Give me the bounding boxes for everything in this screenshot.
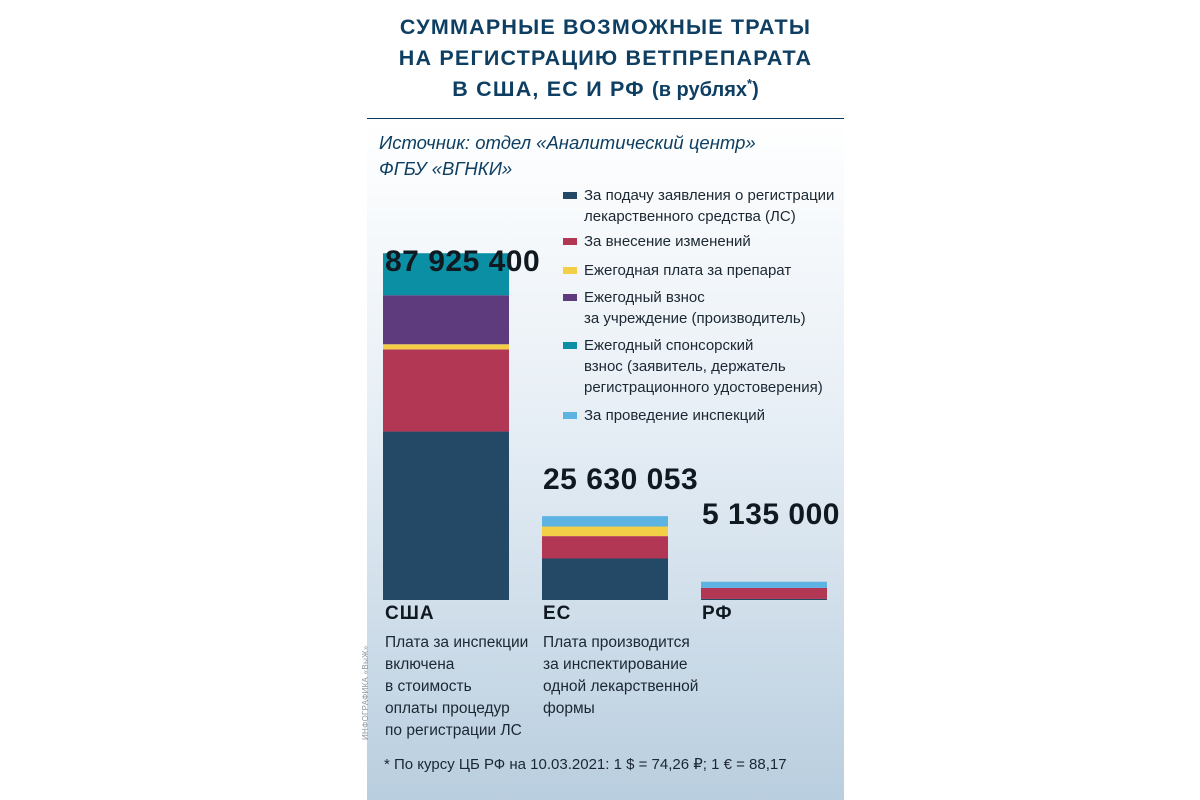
legend-label-line: Ежегодный спонсорский bbox=[584, 337, 754, 354]
category-note-usa-line: по регистрации ЛС bbox=[385, 722, 522, 739]
legend-swatch-application bbox=[563, 192, 577, 199]
category-note-eu-line: за инспектирование bbox=[543, 656, 688, 673]
legend-label-line: За внесение изменений bbox=[584, 233, 751, 250]
chart-title-unit-asterisk: * bbox=[747, 76, 753, 91]
chart-title-line-2: НА РЕГИСТРАЦИЮ ВЕТПРЕПАРАТА bbox=[398, 46, 813, 70]
chart-title-unit-text: (в рублях bbox=[652, 79, 747, 101]
bar-segment-eu-changes bbox=[542, 536, 668, 558]
legend-label-line: Ежегодный взнос bbox=[584, 289, 705, 306]
category-note-eu-line: одной лекарственной bbox=[543, 678, 699, 695]
bar-segment-eu-annual-product bbox=[542, 527, 668, 537]
infographic-credit: ИНФОГРАФИКА «ВыЖ» bbox=[361, 645, 370, 740]
bar-segment-rf-inspections bbox=[701, 582, 827, 588]
bar-segment-usa-annual-product bbox=[383, 344, 509, 349]
legend-swatch-annual-product bbox=[563, 267, 577, 274]
legend-label-line: За подачу заявления о регистрации bbox=[584, 187, 835, 204]
bar-segment-usa-changes bbox=[383, 349, 509, 431]
legend-label-line: За проведение инспекций bbox=[584, 407, 765, 424]
category-note-eu bbox=[543, 632, 703, 720]
legend-swatch-changes bbox=[563, 238, 577, 245]
category-label-eu: ЕС bbox=[543, 603, 572, 624]
footnote-exchange-rate: * По курсу ЦБ РФ на 10.03.2021: 1 $ = 74,26 ₽; 1 € = 88,17 bbox=[384, 756, 787, 773]
legend-label-line: взнос (заявитель, держатель bbox=[584, 358, 786, 375]
category-note-usa-line: оплаты процедур bbox=[385, 700, 510, 717]
legend-swatch-inspections bbox=[563, 412, 577, 419]
bar-segment-eu-inspections bbox=[542, 516, 668, 526]
chart-title-unit-close: ) bbox=[752, 79, 759, 101]
legend-label-inspections bbox=[584, 405, 844, 426]
legend-swatch-annual-sponsor bbox=[563, 342, 577, 349]
bar-segment-rf-application bbox=[701, 599, 827, 600]
bar-segment-usa-application bbox=[383, 432, 509, 600]
legend-label-application bbox=[584, 185, 844, 227]
infographic-panel bbox=[361, 0, 844, 800]
category-note-usa bbox=[385, 632, 545, 742]
source-line-2: ФГБУ «ВГНКИ» bbox=[379, 158, 513, 179]
legend-label-changes bbox=[584, 231, 844, 252]
category-note-eu-line: формы bbox=[543, 700, 595, 717]
legend-label-line: лекарственного средства (ЛС) bbox=[584, 208, 796, 225]
category-note-usa-line: включена bbox=[385, 656, 455, 673]
chart-title-line-3-main: В США, ЕС И РФ bbox=[452, 77, 645, 101]
category-label-usa: США bbox=[385, 603, 435, 624]
bar-segment-rf-changes bbox=[701, 588, 827, 599]
bar-total-label-usa: 87 925 400 bbox=[385, 245, 541, 278]
chart-title-line-1: СУММАРНЫЕ ВОЗМОЖНЫЕ ТРАТЫ bbox=[399, 15, 812, 39]
source-line-1: Источник: отдел «Аналитический центр» bbox=[379, 132, 756, 153]
legend-label-line: Ежегодная плата за препарат bbox=[584, 262, 792, 279]
legend-label-line: регистрационного удостоверения) bbox=[584, 379, 823, 396]
legend-label-line: за учреждение (производитель) bbox=[584, 310, 806, 327]
legend-label-annual-sponsor bbox=[584, 335, 844, 398]
bar-segment-eu-application bbox=[542, 558, 668, 600]
legend-swatch-annual-establishment bbox=[563, 294, 577, 301]
category-label-rf: РФ bbox=[702, 603, 733, 624]
category-note-eu-line: Плата производится bbox=[543, 634, 690, 651]
bar-total-label-rf: 5 135 000 bbox=[702, 498, 840, 531]
category-note-usa-line: Плата за инспекции bbox=[385, 634, 529, 651]
category-note-usa-line: в стоимость bbox=[385, 678, 472, 695]
legend-label-annual-establishment bbox=[584, 287, 844, 329]
legend-label-annual-product bbox=[584, 260, 844, 281]
bar-segment-usa-annual-establishment bbox=[383, 295, 509, 344]
bar-total-label-eu: 25 630 053 bbox=[543, 463, 699, 496]
